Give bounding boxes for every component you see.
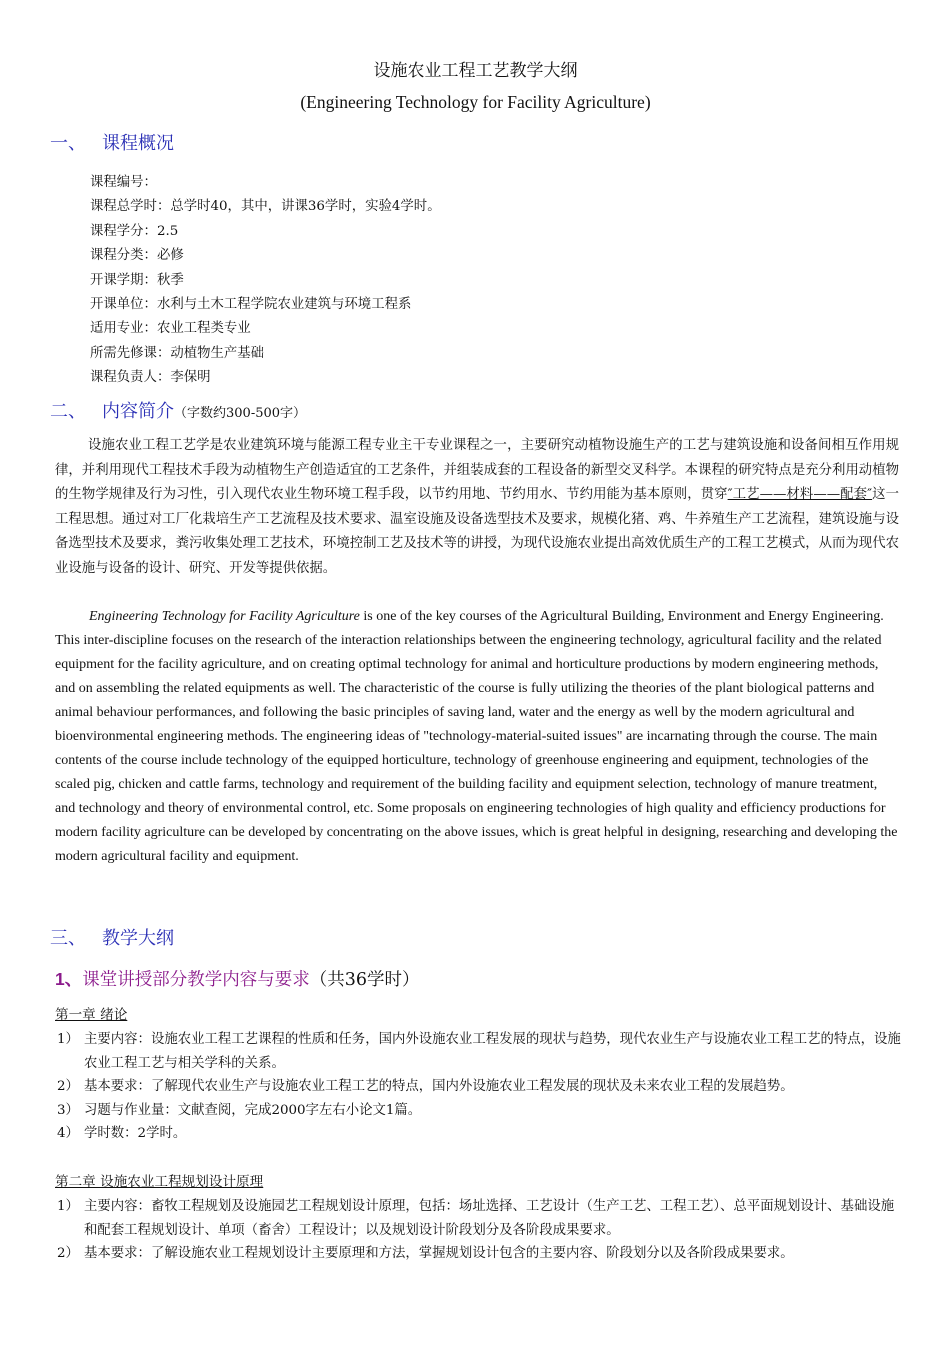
chapter-1-items [57,1028,903,1146]
section-heading-syllabus [50,926,174,952]
document-title-en: (Engineering Technology for Facility Agriculture) [300,92,651,112]
summary-paragraph-en [55,605,899,869]
course-info-line: 课程总学时：总学时40，其中，讲课36学时，实验4学时。 [90,199,441,215]
list-item-text: 主要内容：设施农业工程工艺课程的性质和任务，国内外设施农业工程发展的现状与趋势，现代农业生产与设施农业工程工艺的特点，设施农业工程工艺与相关学科的关系。 [84,1032,901,1071]
list-item-text: 习题与作业量：文献查阅，完成2000字左右小论文1篇。 [84,1102,422,1118]
section-number: 三、 [50,928,86,949]
list-item [57,1075,903,1099]
section-title: 课程概况 [102,133,174,154]
list-item-text: 基本要求：了解现代农业生产与设施农业工程工艺的特点，国内外设施农业工程发展的现状及未来农业工程的发展趋势。 [84,1079,794,1094]
list-item-number: 2） [57,1246,79,1261]
summary-paragraph-cn [55,434,899,582]
list-item-number: 1） [57,1032,79,1047]
course-info-line: 课程负责人：李保明 [90,370,211,386]
subsection-hours: （共36学时） [309,970,420,990]
summary-text-cn-a: 设施农业工程工艺学是农业建筑环境与能源工程专业主干专业课程之一，主要研究动植物设施生产的工艺与建筑设施和设备间相互作用规律，并利用现代工程技术手段为动植物生产创造适宜的工艺条件，并组装成套的工程设备的新型交叉科学。本课程的研究特点是充分利用动植物的生物学规律及行为习性，引入现代农业生物环境工程手段，以节约用地、节约用水、节约用能为基本原则，贯穿 [55,438,899,503]
list-item-text: 学时数：2学时。 [84,1126,187,1141]
list-item-text: 主要内容：畜牧工程规划及设施园艺工程规划设计原理，包括：场址选择、工艺设计（生产工艺、工程工艺）、总平面规划设计、基础设施和配套工程规划设计、单项（畜舍）工程设计；以及规划设计阶段划分及各阶段成果要求。 [84,1199,895,1238]
course-info-line: 开课学期：秋季 [90,272,184,288]
summary-text-en-body: is one of the key courses of the Agricultural Building, Environment and Energy Engineering. This inter-discipline focuses on the research of the interaction relationships between the engineering technology, agricultural facility and the related equipment for the facility agriculture, and on creating optimal technology for animal and horticulture productions by modern engineering methods, and on assembling the related equipments as well. The characteristic of the course is fully utilizing the theories of the plant biological patterns and animal behaviour performances, and following the basic principles of saving land, water and the energy as well by the modern agricultural and bioenvironmental engineering methods. The engineering ideas of "technology-material-suited issues" are incarnating through the course. The main contents of the course include technology of the equipped horticulture, technology of greenhouse engineering and equipment, technologies of the scaled pig, chicken and cattle farms, technology and requirement of the building facility and equipment selection, technology of manure treatment, and technology and theory of environmental control, etc. Some proposals on engineering technologies of high quality and efficiency productions for modern facility agriculture can be developed by concentrating on the above issues, which is great helpful in designing, researching and developing the modern agricultural facility and equipment. [55,609,898,864]
section-number: 一、 [50,133,86,154]
list-item [57,1028,903,1075]
course-info-line: 所需先修课：动植物生产基础 [90,345,265,361]
chapter-title: 第二章 设施农业工程规划设计原理 [55,1174,264,1190]
subsection-number: 1、 [55,969,83,989]
subsection-heading-lectures [55,966,420,993]
section-title: 内容简介 [102,401,174,422]
course-info-line: 适用专业：农业工程类专业 [90,321,251,337]
summary-text-cn-underlined: ″工艺——材料——配套″ [727,487,873,503]
course-title-en-italic: Engineering Technology for Facility Agriculture [89,609,360,624]
course-info-line: 开课单位：水利与土木工程学院农业建筑与环境工程系 [90,297,412,313]
section-heading-overview [50,131,174,157]
list-item [57,1099,903,1123]
course-info-list [90,171,441,391]
subsection-title: 课堂讲授部分教学内容与要求 [82,970,310,990]
list-item-number: 3） [57,1102,79,1118]
section-heading-summary [50,399,306,427]
list-item [57,1195,903,1242]
list-item-number: 2） [57,1079,79,1094]
section-note: （字数约300-500字） [174,406,307,421]
section-title: 教学大纲 [102,928,174,949]
summary-text-en [55,605,899,869]
section-number: 二、 [50,401,86,422]
list-item-text: 基本要求：了解设施农业工程规划设计主要原理和方法，掌握规划设计包含的主要内容、阶段划分以及各阶段成果要求。 [84,1246,794,1261]
list-item [57,1122,903,1146]
summary-text-cn-b: 这一工程思想。通过对工厂化栽培生产工艺流程及技术要求、温室设施及设备选型技术及要求，规模化猪、鸡、牛养殖生产工艺流程，建筑设施与设备选型技术及要求，粪污收集处理工艺技术，环境控制工艺及技术等的讲授，为现代设施农业提出高效优质生产的工程工艺模式，从而为现代农业设施与设备的设计、研究、开发等提供依据。 [55,487,899,576]
list-item [57,1242,903,1266]
document-title-cn: 设施农业工程工艺教学大纲 [373,61,578,81]
chapter-title: 第一章 绪论 [55,1007,128,1023]
list-item-number: 1） [57,1199,79,1214]
chapter-2-items [57,1195,903,1266]
course-info-line: 课程分类：必修 [90,248,184,264]
course-info-line: 课程编号： [90,175,157,190]
list-item-number: 4） [57,1126,79,1141]
course-info-line: 课程学分：2.5 [90,223,179,239]
